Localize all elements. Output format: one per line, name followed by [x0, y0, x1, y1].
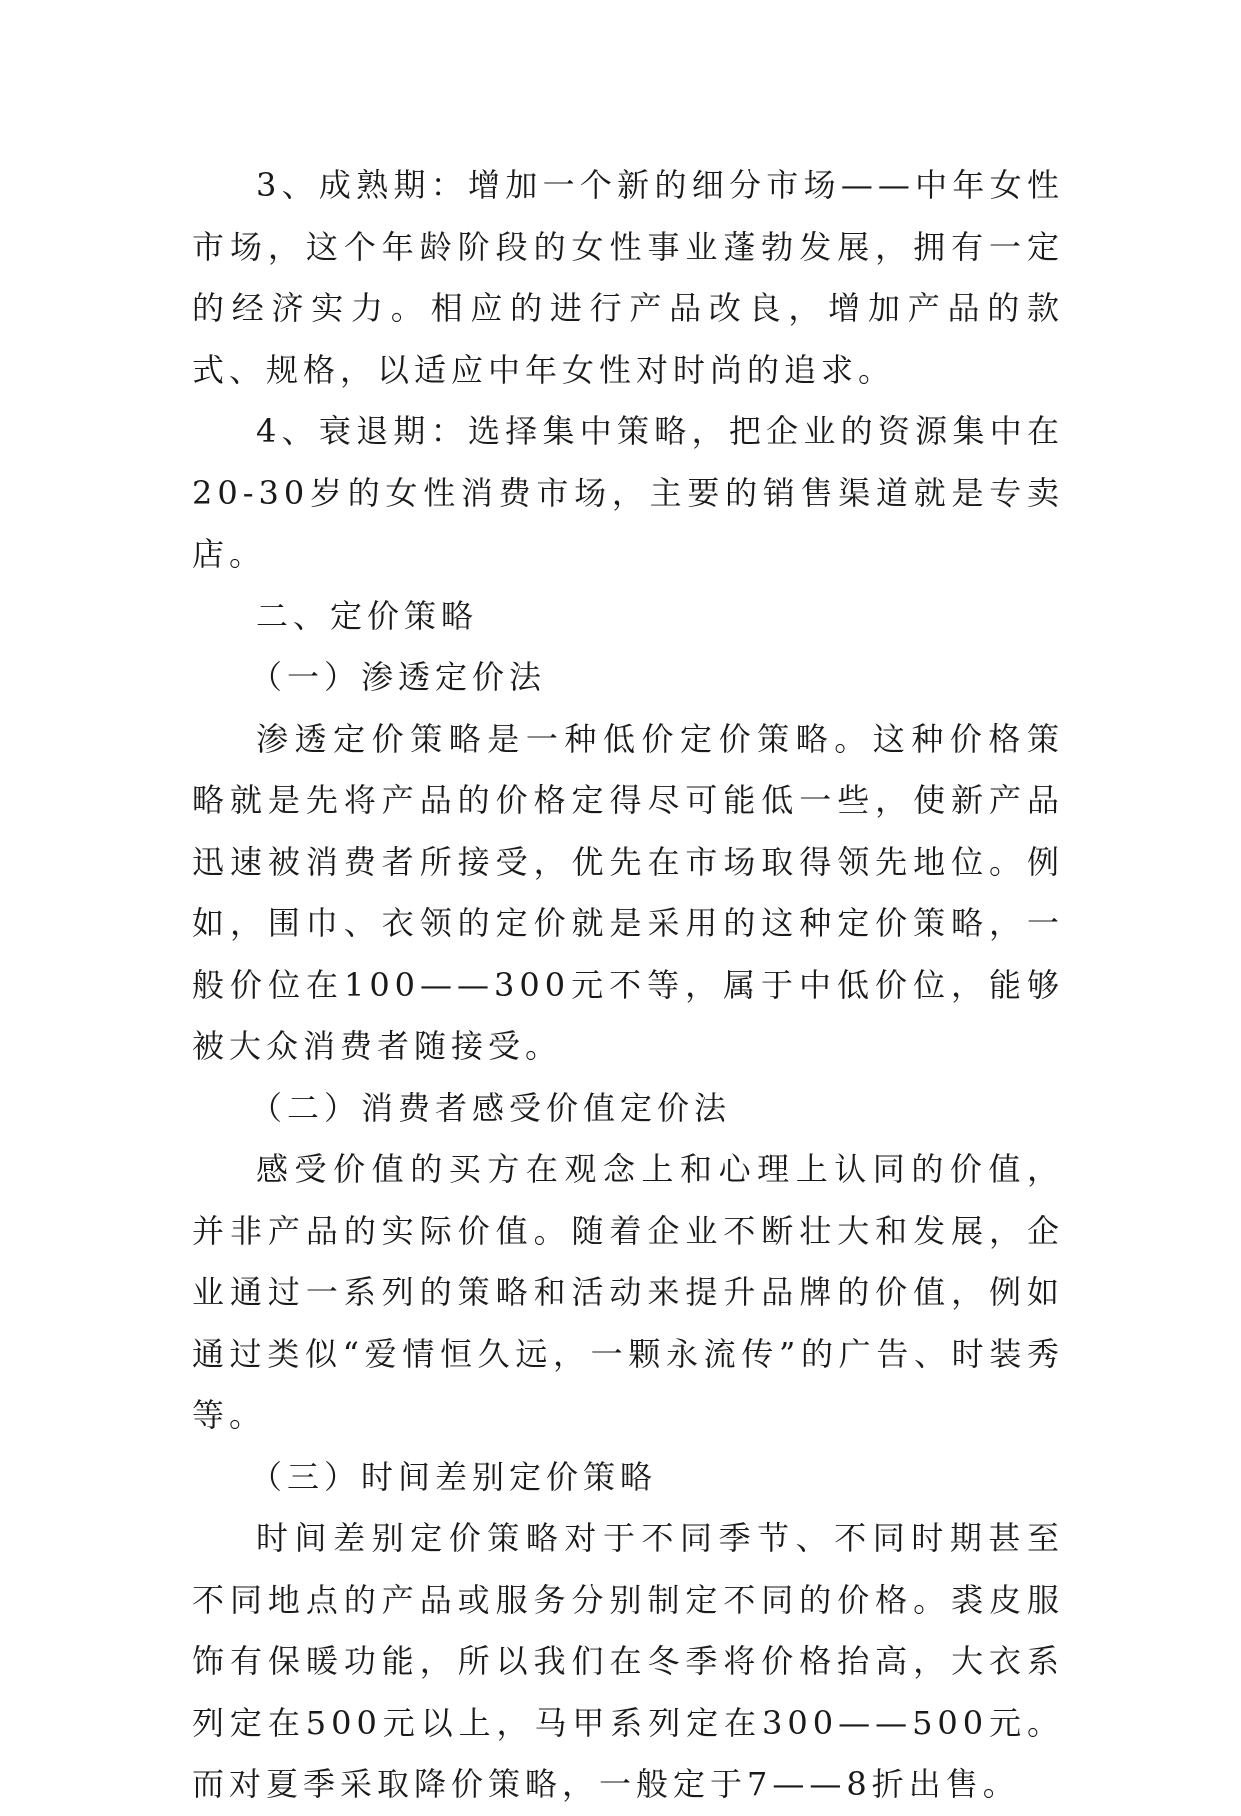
- paragraph-perceived-value-pricing: 感受价值的买方在观念上和心理上认同的价值，并非产品的实际价值。随着企业不断壮大和发展，企业通过一系列的策略和活动来提升品牌的价值，例如通过类似“爱情恒久远，一颗永流传”的广告、时装秀等。: [192, 1150, 1064, 1434]
- document-page: [192, 155, 1064, 1816]
- subheading-time-differential-pricing: （三）时间差别定价策略: [250, 1457, 658, 1496]
- subheading-penetration-pricing: （一）渗透定价法: [250, 658, 547, 696]
- paragraph-decline-stage: 4、衰退期：选择集中策略，把企业的资源集中在20-30岁的女性消费市场，主要的销售渠道就是专卖店。: [192, 412, 1064, 573]
- paragraph-penetration-pricing: 渗透定价策略是一种低价定价策略。这种价格策略就是先将产品的价格定得尽可能低一些，使新产品迅速被消费者所接受，优先在市场取得领先地位。例如，围巾、衣领的定价就是采用的这种定价策略，一般价位在100——300元不等，属于中低价位，能够被大众消费者随接受。: [192, 719, 1064, 1065]
- section-heading-pricing-strategy: 二、定价策略: [256, 596, 479, 635]
- subheading-perceived-value-pricing: （二）消费者感受价值定价法: [250, 1088, 732, 1127]
- paragraph-time-differential-pricing: 时间差别定价策略对于不同季节、不同时期甚至不同地点的产品或服务分别制定不同的价格。裘皮服饰有保暖功能，所以我们在冬季将价格抬高，大衣系列定在500元以上，马甲系列定在300——500元。而对夏季采取降价策略，一般定于7——8折出售。: [192, 1519, 1064, 1803]
- paragraph-maturity-stage: 3、成熟期：增加一个新的细分市场——中年女性市场，这个年龄阶段的女性事业蓬勃发展，拥有一定的经济实力。相应的进行产品改良，增加产品的款式、规格，以适应中年女性对时尚的追求。: [192, 166, 1064, 389]
